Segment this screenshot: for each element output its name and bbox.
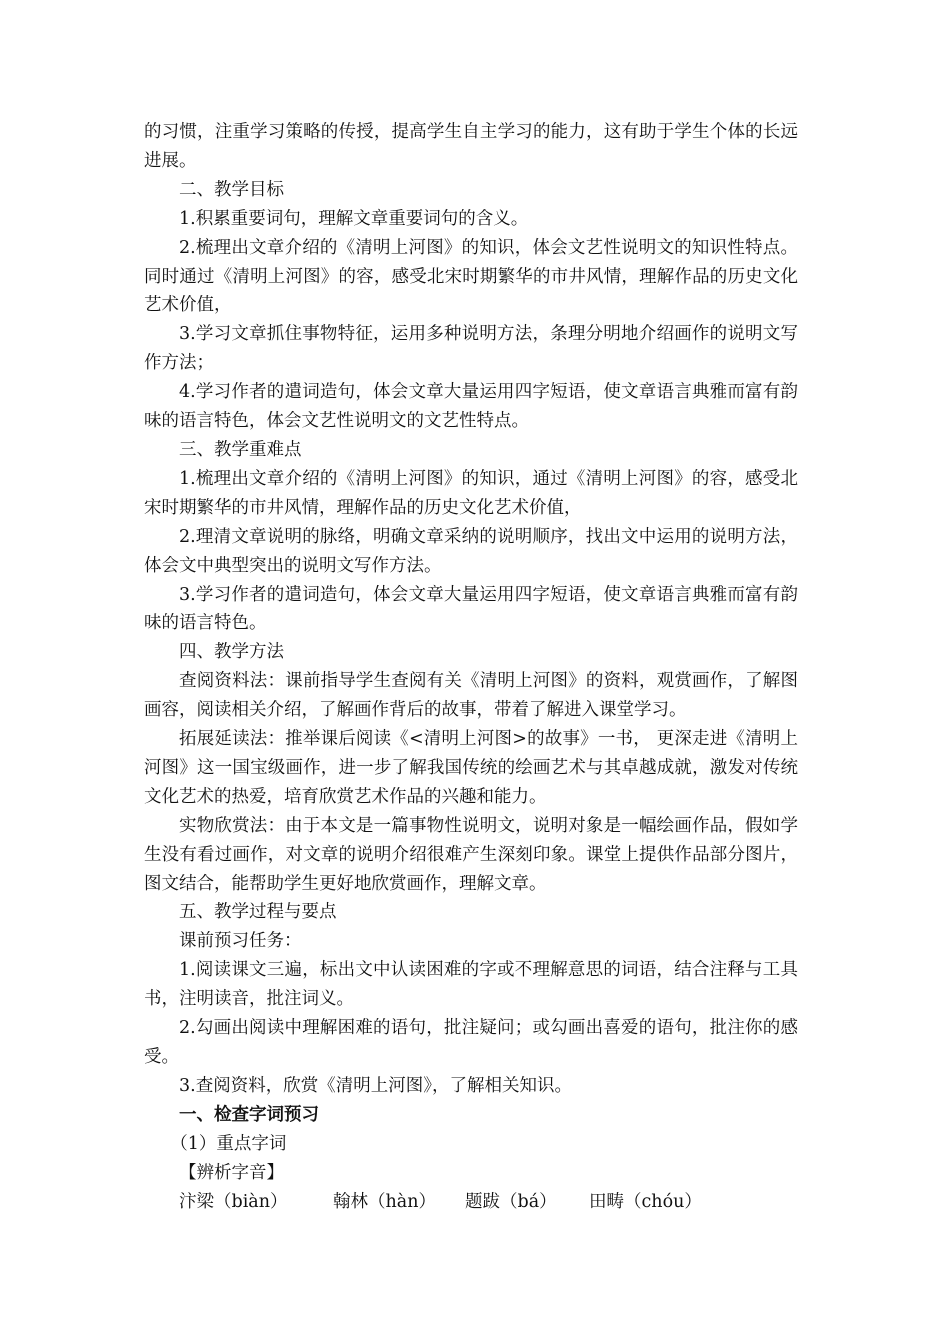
pinyin-word: 汴梁（biàn） (179, 1191, 288, 1212)
method-research: 查阅资料法：课前指导学生查阅有关《清明上河图》的资料，观赏画作，了解图画容，阅读相关介绍，了解画作背后的故事，带着了解进入课堂学习。 (144, 671, 798, 721)
pinyin-word: 田畴（chóu） (589, 1191, 702, 1212)
objective-item-4: 4.学习作者的遣词造句，体会文章大量运用四字短语，使文章语言典雅而富有韵味的语言特色，体会文艺性说明文的文艺性特点。 (144, 382, 798, 432)
pinyin-word-row (144, 1188, 798, 1217)
preview-task-3: 3.查阅资料，欣赏《清明上河图》，了解相关知识。 (179, 1075, 572, 1096)
objective-item-3: 3.学习文章抓住事物特征，运用多种说明方法，条理分明地介绍画作的说明文写作方法； (144, 324, 798, 374)
pinyin-word: 翰林（hàn） (333, 1191, 436, 1212)
method-appreciation: 实物欣赏法：由于本文是一篇事物性说明文，说明对象是一幅绘画作品，假如学生没有看过画作，对文章的说明介绍很难产生深刻印象。课堂上提供作品部分图片，图文结合，能帮助学生更好地欣赏画作，理解文章。 (144, 815, 798, 894)
key-point-item-2: 2.理清文章说明的脉络，明确文章采纳的说明顺序，找出文中运用的说明方法，体会文中典型突出的说明文写作方法。 (144, 526, 798, 576)
pinyin-word: 题跋（bá） (465, 1191, 557, 1212)
section-heading-methods: 四、教学方法 (179, 642, 284, 663)
subheading-key-words: （1）重点字词 (170, 1133, 287, 1154)
preview-task-2: 2.勾画出阅读中理解困难的语句，批注疑问；或勾画出喜爱的语句，批注你的感受。 (144, 1018, 798, 1067)
section-heading-key-points: 三、教学重难点 (179, 439, 302, 460)
section-heading-objectives: 二、教学目标 (179, 179, 284, 200)
section-heading-process: 五、教学过程与要点 (179, 902, 337, 923)
preview-task-1: 1.阅读课文三遍，标出文中认读困难的字或不理解意思的词语，结合注释与工具书，注明读音，批注词义。 (144, 960, 798, 1010)
method-extended-reading: 拓展延读法：推举课后阅读《<清明上河图>的故事》一书， 更深走进《清明上河图》这一国宝级画作，进一步了解我国传统的绘画艺术与其卓越成就，激发对传统文化艺术的热爱，培育欣赏艺术作品的兴趣和能力。 (144, 729, 798, 807)
document-body (144, 118, 798, 1216)
objective-item-1: 1.积累重要词句，理解文章重要词句的含义。 (179, 208, 529, 229)
paragraph-continued: 的习惯，注重学习策略的传授，提高学生自主学习的能力，这有助于学生个体的长远进展。 (144, 122, 798, 171)
subheading-pronunciation: 【辨析字音】 (179, 1162, 284, 1183)
preview-task-heading: 课前预习任务： (179, 931, 302, 952)
bold-heading-vocabulary-check: 一、检查字词预习 (179, 1104, 319, 1125)
key-point-item-3: 3.学习作者的遣词造句，体会文章大量运用四字短语，使文章语言典雅而富有韵味的语言特色。 (144, 584, 798, 634)
objective-item-2: 2.梳理出文章介绍的《清明上河图》的知识，体会文艺性说明文的知识性特点。同时通过《清明上河图》的容，感受北宋时期繁华的市井风情，理解作品的历史文化艺术价值， (144, 237, 798, 316)
key-point-item-1: 1.梳理出文章介绍的《清明上河图》的知识，通过《清明上河图》的容，感受北宋时期繁华的市井风情，理解作品的历史文化艺术价值， (144, 468, 798, 518)
